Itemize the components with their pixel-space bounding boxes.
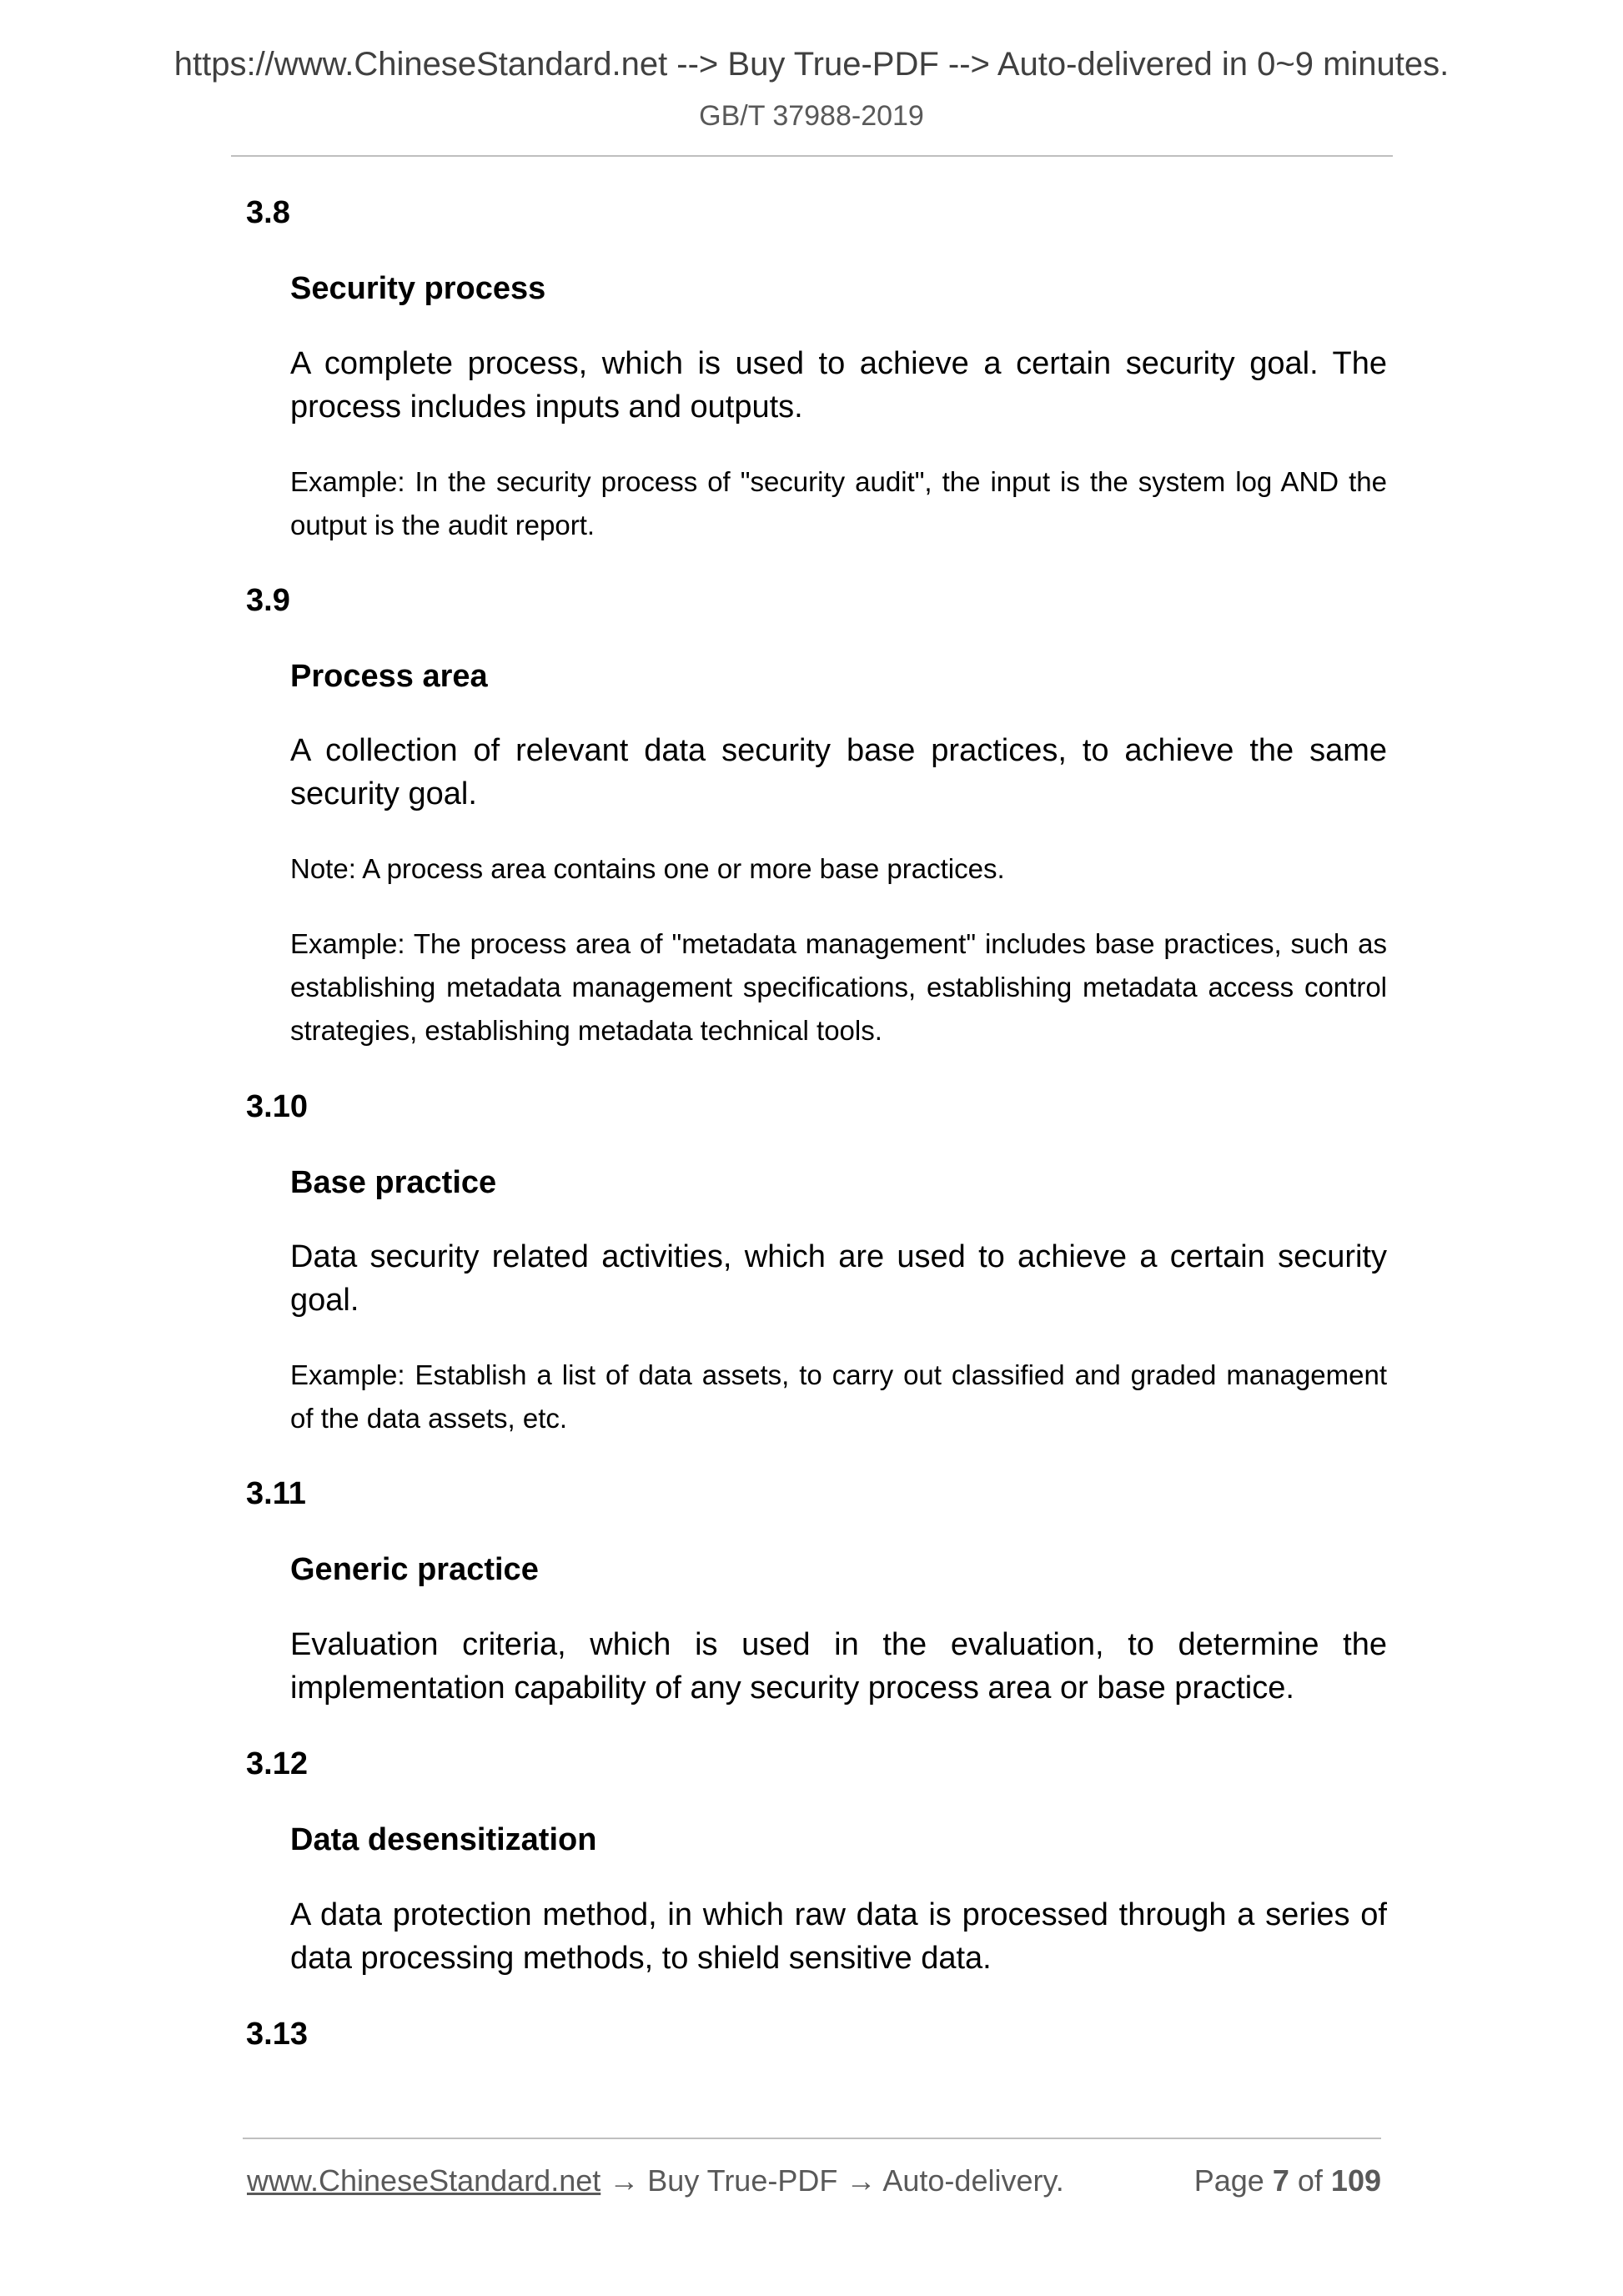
banner-text: https://www.ChineseStandard.net --> Buy True-PDF --> Auto-delivered in 0~9 minutes. xyxy=(173,46,1450,83)
term-number: 3.11 xyxy=(246,1476,306,1511)
term-note: Note: A process area contains one or more base practices. xyxy=(290,853,1005,884)
term-number: 3.10 xyxy=(246,1089,308,1124)
of-label: of xyxy=(1297,2163,1323,2198)
page-footer xyxy=(247,2160,1381,2202)
term-example: Example: In the security process of "security audit", the input is the system log AND the output is the audit report. xyxy=(290,466,1387,540)
term-number: 3.8 xyxy=(246,195,290,230)
term-number: 3.12 xyxy=(246,1746,308,1781)
buy-true-pdf-text: Buy True-PDF xyxy=(647,2163,838,2198)
right-arrow-icon: → xyxy=(609,2163,640,2198)
term-title: Base practice xyxy=(290,1165,497,1200)
total-pages-number: 109 xyxy=(1330,2163,1381,2198)
term-definition: Evaluation criteria, which is used in the evaluation, to determine the implementation capability of any security process area or base practice. xyxy=(290,1627,1387,1706)
term-title: Generic practice xyxy=(290,1552,539,1587)
term-example: Example: Establish a list of data assets, to carry out classified and graded management of the data assets, etc. xyxy=(290,1359,1387,1434)
header-divider xyxy=(231,155,1393,157)
document-code: GB/T 37988-2019 xyxy=(699,100,924,132)
site-link[interactable]: www.ChineseStandard.net xyxy=(247,2163,601,2198)
term-number: 3.9 xyxy=(246,583,290,618)
footer-divider xyxy=(243,2138,1381,2139)
term-number: 3.13 xyxy=(246,2017,308,2052)
term-definition: Data security related activities, which are used to achieve a certain security goal. xyxy=(290,1239,1387,1318)
term-title: Security process xyxy=(290,271,546,306)
page-indicator xyxy=(1194,2160,1381,2202)
term-definition: A complete process, which is used to achieve a certain security goal. The process includes inputs and outputs. xyxy=(290,346,1387,425)
term-title: Process area xyxy=(290,659,488,694)
term-example: Example: The process area of "metadata management" includes base practices, such as establishing metadata management specifications, establishing metadata access control strategies, establishing metadata technical tools. xyxy=(290,928,1387,1046)
term-definition: A collection of relevant data security base practices, to achieve the same security goal. xyxy=(290,733,1387,811)
term-title: Data desensitization xyxy=(290,1822,597,1857)
right-arrow-icon: → xyxy=(846,2163,877,2198)
auto-delivery-text: Auto-delivery. xyxy=(882,2163,1064,2198)
footer-promo xyxy=(247,2160,1064,2202)
page-label: Page xyxy=(1193,2163,1264,2198)
term-definition: A data protection method, in which raw data is processed through a series of data processing methods, to shield sensitive data. xyxy=(290,1897,1387,1976)
current-page-number: 7 xyxy=(1272,2163,1289,2198)
